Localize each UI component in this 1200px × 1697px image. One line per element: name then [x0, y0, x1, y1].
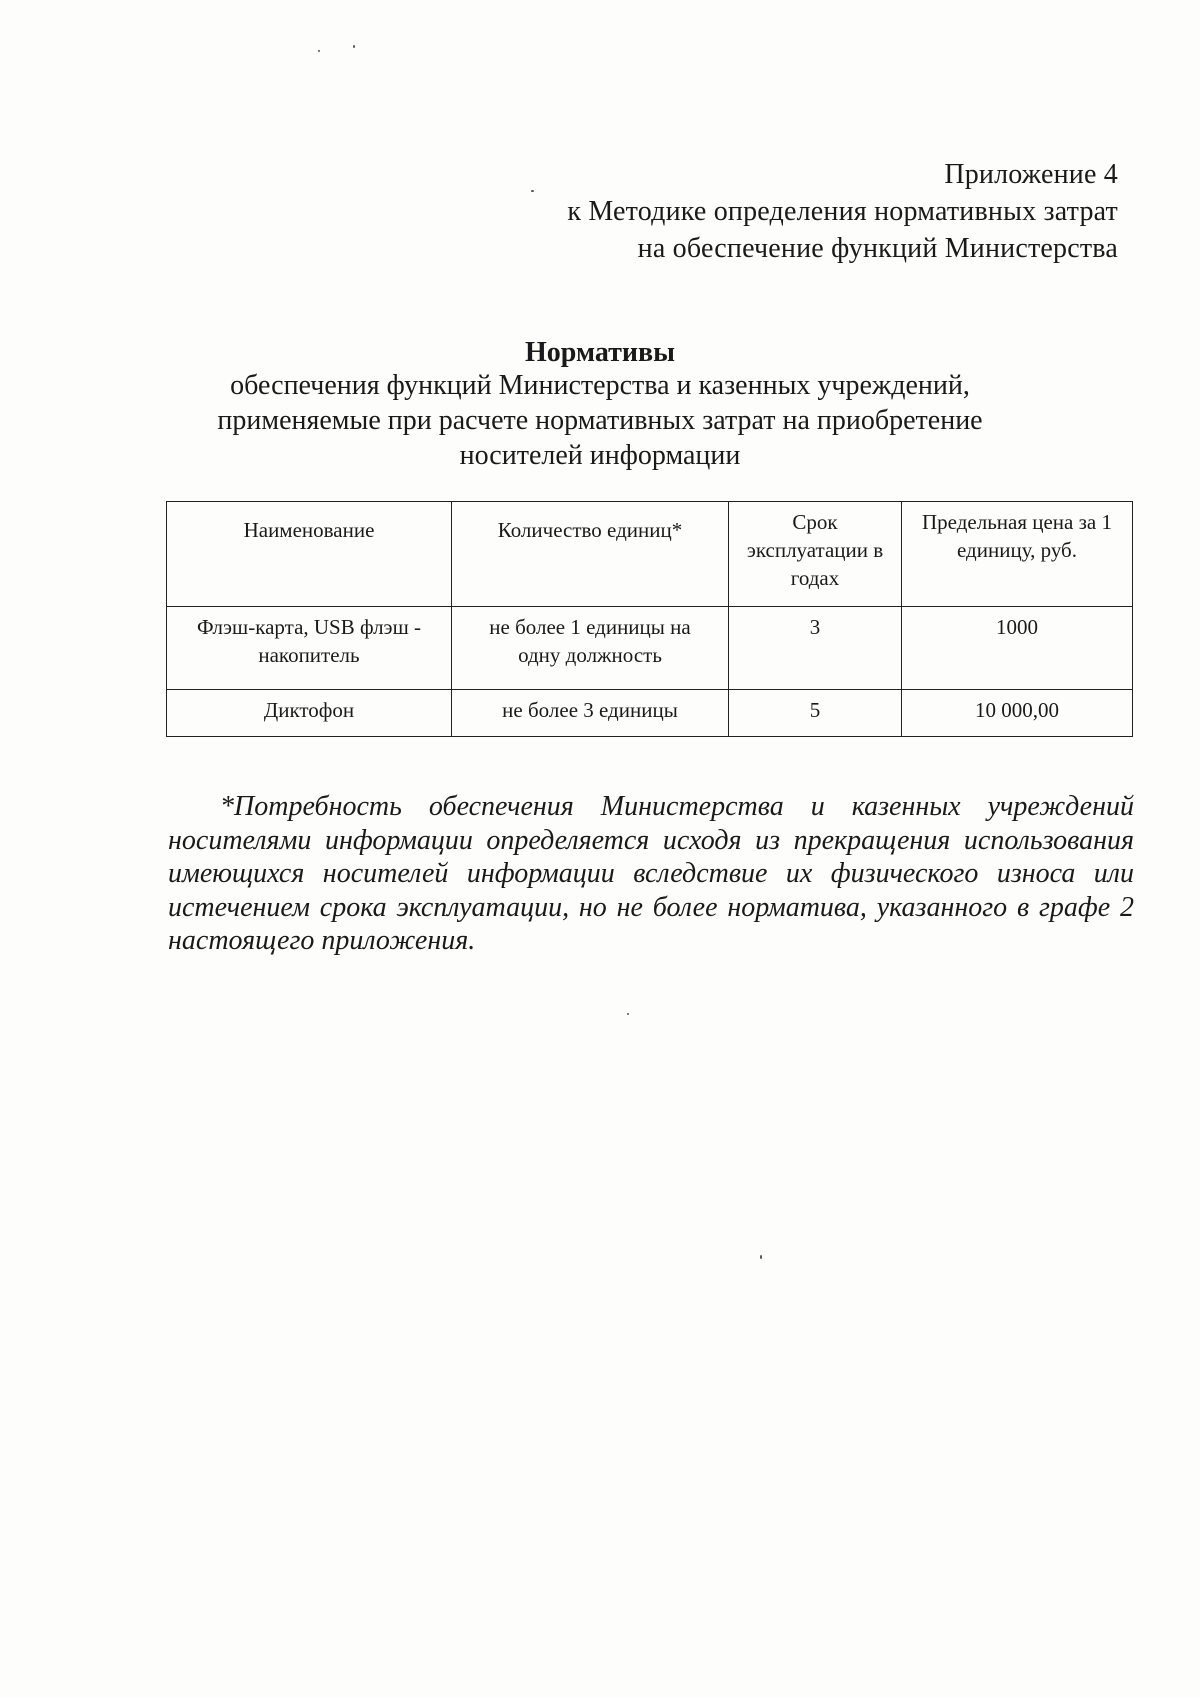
cell-quantity: не более 3 единицы — [452, 690, 729, 737]
scan-speck — [627, 1013, 629, 1015]
appendix-methodology: к Методике определения нормативных затрат — [567, 196, 1118, 227]
header-term: Срок эксплуатации в годах — [729, 502, 902, 607]
document-title: Нормативы — [525, 337, 675, 368]
document-subtitle — [0, 368, 1200, 473]
table-row — [167, 690, 1133, 737]
norms-table — [166, 501, 1133, 737]
header-price: Предельная цена за 1 единицу, руб. — [902, 502, 1133, 607]
appendix-number: Приложение 4 — [944, 159, 1118, 190]
cell-term: 3 — [729, 607, 902, 690]
cell-name: Диктофон — [167, 690, 452, 737]
table-row — [167, 607, 1133, 690]
scan-speck — [318, 50, 320, 52]
appendix-header — [567, 156, 1118, 267]
cell-price: 10 000,00 — [902, 690, 1133, 737]
cell-term: 5 — [729, 690, 902, 737]
scan-speck — [531, 190, 534, 192]
header-name: Наименование — [167, 502, 452, 607]
cell-quantity: не более 1 единицы на одну должность — [452, 607, 729, 690]
header-quantity: Количество единиц* — [452, 502, 729, 607]
subtitle-line: обеспечения функций Министерства и казенных учреждений, — [230, 370, 970, 401]
subtitle-line: носителей информации — [459, 440, 741, 471]
footnote-paragraph: *Потребность обеспечения Министерства и казенных учреждений носителями информации определяется исходя из прекращения использования имеющихся носителей информации вследствие их физического износа или истечением срока эксплуатации, но не более норматива, указанного в графе 2 настоящего приложения. — [168, 791, 1134, 956]
scan-speck — [353, 45, 355, 48]
cell-price: 1000 — [902, 607, 1133, 690]
appendix-purpose: на обеспечение функций Министерства — [637, 233, 1118, 264]
cell-name: Флэш-карта, USB флэш - накопитель — [167, 607, 452, 690]
table-header-row — [167, 502, 1133, 607]
subtitle-line: применяемые при расчете нормативных затрат на приобретение — [217, 405, 983, 436]
scan-speck — [760, 1255, 762, 1259]
